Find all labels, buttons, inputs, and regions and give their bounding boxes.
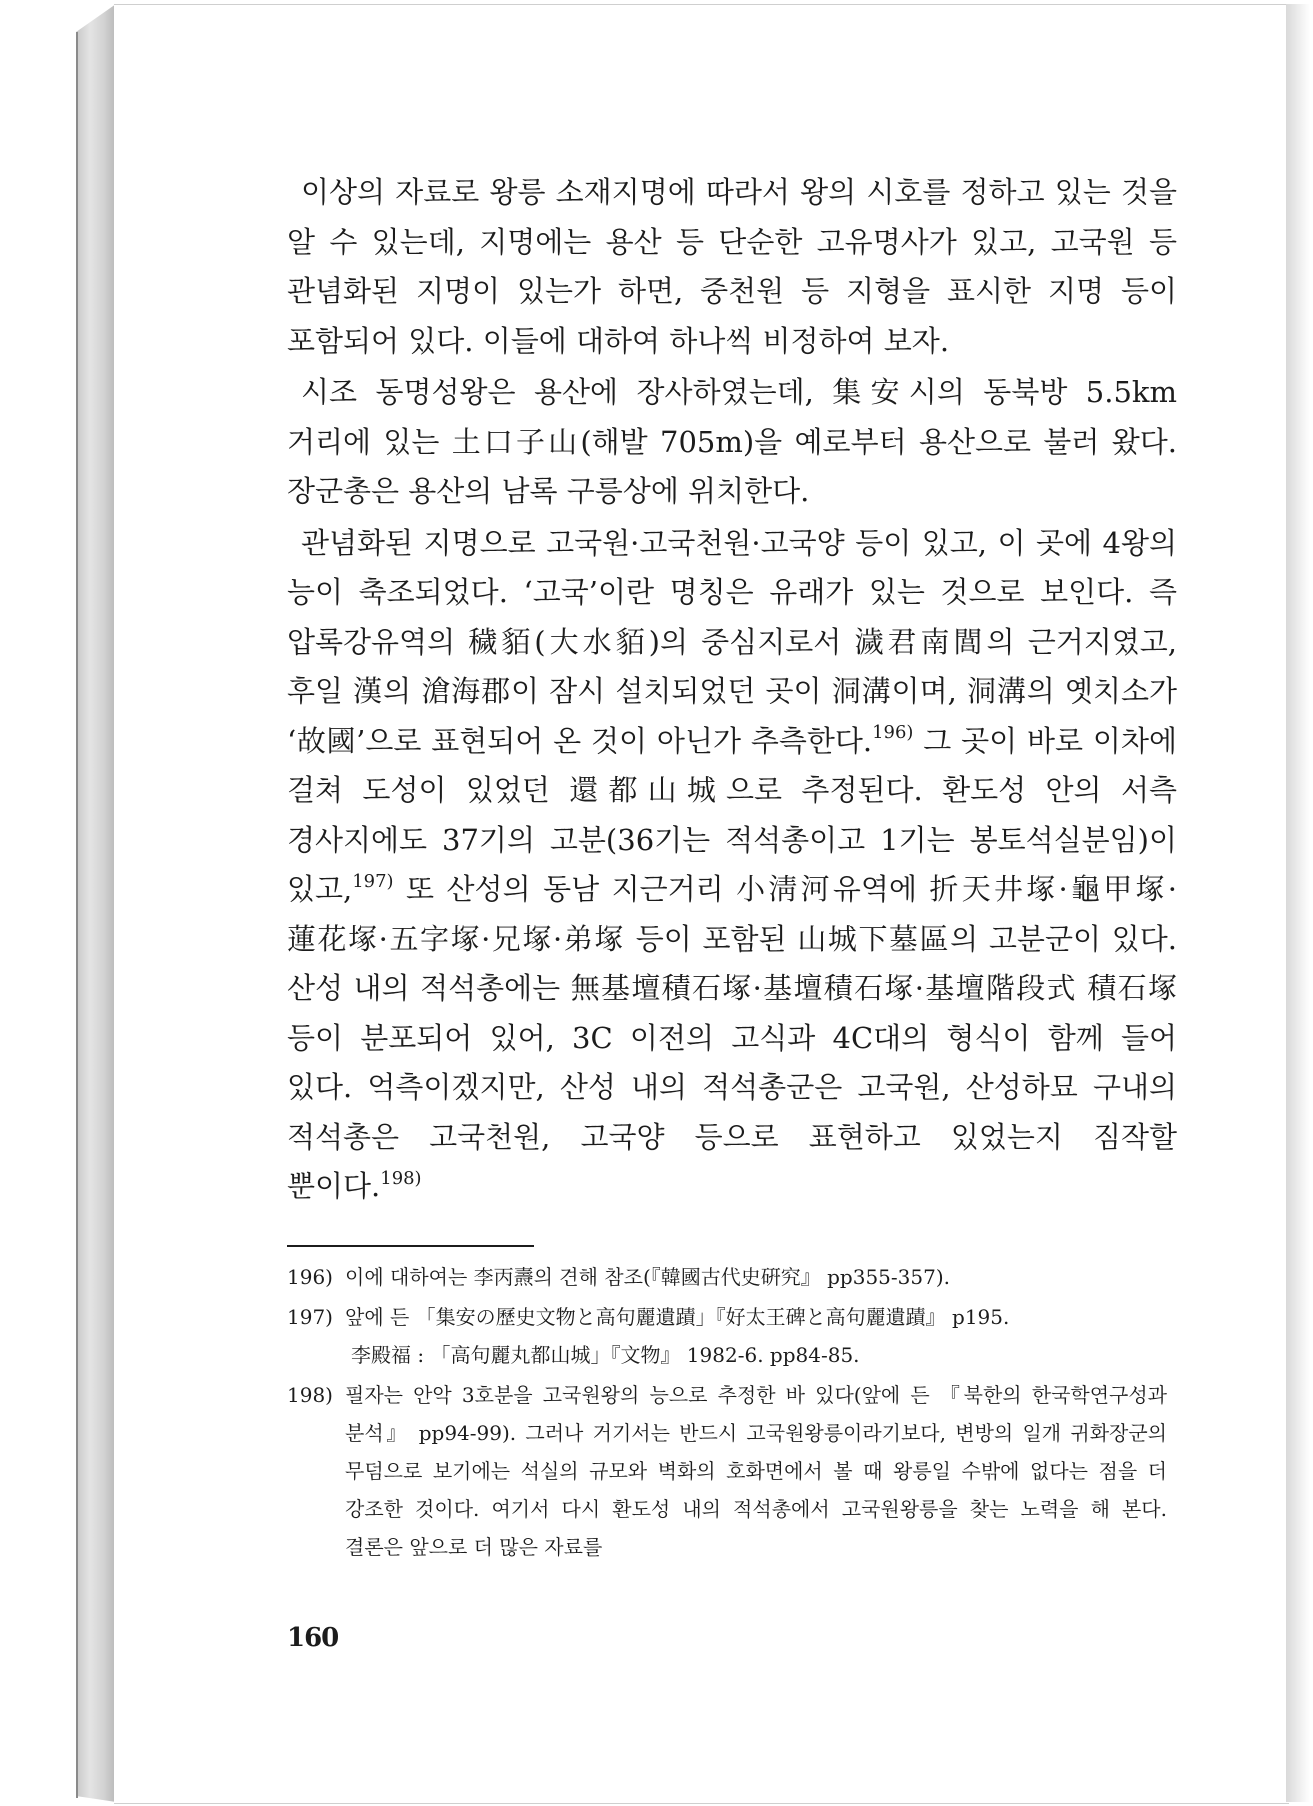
- footnote-item: [287, 1298, 1167, 1374]
- footnote-text: 앞에 든 「集安の歷史文物と高句麗遺蹟」『好太王碑と高句麗遺蹟』 p195.: [345, 1305, 1010, 1329]
- footnote-number: 196): [287, 1265, 333, 1289]
- body-paragraph: [287, 168, 1177, 366]
- footnote-reference: 198): [380, 1167, 422, 1189]
- body-text-run: 또 산성의 동남 지근거리 小淸河유역에 折天井塚·龜甲塚·蓮花塚·五字塚·兄塚·弟塚 등이 포함된 山城下墓區의 고분군이 있다. 산성 내의 적석총에는 無基壇積石塚·基壇積石塚·基壇階段式 積石塚 등이 분포되어 있어, 3C 이전의 고식과 4C대의 형식이 함께 들어 있다. 억측이겠지만, 산성 내의 적석총군은 고국원, 산성하묘 구내의 적석총은 고국천원, 고국양 등으로 표현하고 있었는지 짐작할 뿐이다.: [287, 872, 1177, 1203]
- body-text-run: 시조 동명성왕은 용산에 장사하였는데, 集安시의 동북방 5.5km 거리에 있는 土口子山(해발 705m)을 예로부터 용산으로 불러 왔다. 장군총은 용산의 남록 구릉상에 위치한다.: [287, 375, 1177, 508]
- footnote-number: 198): [287, 1383, 333, 1407]
- footnote-item: [287, 1258, 1167, 1296]
- body-paragraph: [287, 519, 1177, 1212]
- book-spine: [76, 4, 116, 1802]
- body-paragraph: [287, 368, 1177, 517]
- footnote-item: [287, 1376, 1167, 1566]
- page-number: 160: [287, 1623, 339, 1653]
- body-text-run: 관념화된 지명으로 고국원·고국천원·고국양 등이 있고, 이 곳에 4왕의 능이 축조되었다. ‘고국’이란 명칭은 유래가 있는 것으로 보인다. 즉 압록강유역의 穢貊(大水貊)의 중심지로서 濊君南閭의 근거지였고, 후일 漢의 滄海郡이 잠시 설치되었던 곳이 洞溝이며, 洞溝의 옛치소가 ‘故國’으로 표현되어 온 것이 아닌가 추측한다.: [287, 525, 1177, 758]
- footnote-text: 이에 대하여는 李丙燾의 견해 참조(『韓國古代史硏究』 pp355-357).: [345, 1265, 950, 1289]
- book-spine-edge: [76, 32, 78, 1798]
- footnotes: [287, 1258, 1167, 1568]
- body-text-run: 그 곳이 바로 이차에 걸쳐 도성이 있었던 還都山城으로 추정된다. 환도성 안의 서측 경사지에도 37기의 고분(36기는 적석총이고 1기는 봉토석실분임)이 있고,: [287, 723, 1177, 906]
- body-text: [287, 168, 1177, 1214]
- footnote-reference: 196): [872, 722, 914, 744]
- page-edge-shadow: [1286, 4, 1310, 1802]
- footnote-text: 필자는 안악 3호분을 고국원왕의 능으로 추정한 바 있다(앞에 든 『북한의 한국학연구성과 분석』 pp94-99). 그러나 거기서는 반드시 고국원왕릉이라기보다, 변방의 일개 귀화장군의 무덤으로 보기에는 석실의 규모와 벽화의 호화면에서 볼 때 왕릉일 수밖에 없다는 점을 더 강조한 것이다. 여기서 다시 환도성 내의 적석총에서 고국원왕릉을 찾는 노력을 해 본다. 결론은 앞으로 더 많은 자료를: [345, 1383, 1167, 1559]
- body-text-run: 이상의 자료로 왕릉 소재지명에 따라서 왕의 시호를 정하고 있는 것을 알 수 있는데, 지명에는 용산 등 단순한 고유명사가 있고, 고국원 등 관념화된 지명이 있는가 하면, 중천원 등 지형을 표시한 지명 등이 포함되어 있다. 이들에 대하여 하나씩 비정하여 보자.: [287, 175, 1177, 358]
- footnote-continuation: 李殿福 : 「高句麗丸都山城」『文物』 1982-6. pp84-85.: [351, 1343, 860, 1367]
- footnote-reference: 197): [352, 870, 394, 892]
- footnote-divider: [287, 1245, 534, 1247]
- footnote-number: 197): [287, 1305, 333, 1329]
